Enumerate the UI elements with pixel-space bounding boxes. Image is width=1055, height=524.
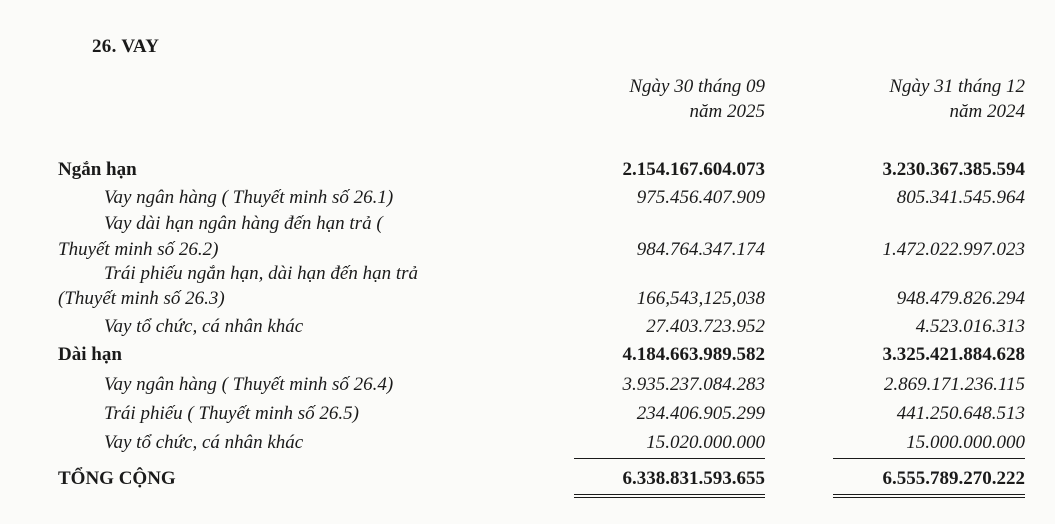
row-label: Vay tổ chức, cá nhân khác [104,316,304,337]
value-2025: 4.184.663.989.582 [622,344,765,365]
table-row-other-short [0,315,1055,339]
row-label: Thuyết minh số 26.2) [58,239,219,260]
table-row-current-portion [0,238,1055,262]
row-label: Trái phiếu ( Thuyết minh số 26.5) [104,403,359,424]
table-row-bonds-due [0,287,1055,311]
table-row-bonds-due-label-line1 [0,262,1055,286]
value-2024: 948.479.826.294 [896,288,1025,309]
total-double-rule-2025 [574,494,765,498]
row-label: Vay dài hạn ngân hàng đến hạn trả ( [104,213,383,234]
row-label: (Thuyết minh số 26.3) [58,288,225,309]
table-row-long-term [0,343,1055,367]
value-2025: 234.406.905.299 [636,403,765,424]
value-2025: 2.154.167.604.073 [622,159,765,180]
section-title: 26. VAY [92,36,160,57]
table-row-current-portion-label-line1 [0,212,1055,236]
subtotal-rule-2024 [833,458,1025,459]
table-row-bonds-long [0,402,1055,426]
value-2024: 3.325.421.884.628 [882,344,1025,365]
value-2025: 6.338.831.593.655 [622,468,765,489]
column-header-line2: năm 2025 [689,101,765,122]
value-2025: 27.403.723.952 [646,316,765,337]
table-row-total [0,467,1055,491]
row-label: Trái phiếu ngắn hạn, dài hạn đến hạn trả [104,263,419,284]
value-2025: 166,543,125,038 [636,288,765,309]
table-row-other-long [0,431,1055,455]
row-label: Vay ngân hàng ( Thuyết minh số 26.4) [104,374,394,395]
value-2025: 975.456.407.909 [636,187,765,208]
row-label: Ngắn hạn [58,159,137,180]
value-2024: 805.341.545.964 [896,187,1025,208]
column-header-dec-2024 [805,74,1025,124]
value-2025: 984.764.347.174 [636,239,765,260]
table-row-bank-loans-long [0,373,1055,397]
value-2024: 2.869.171.236.115 [883,374,1025,395]
column-header-line2: năm 2024 [949,101,1025,122]
value-2024: 15.000.000.000 [906,432,1025,453]
row-label: Vay ngân hàng ( Thuyết minh số 26.1) [104,187,394,208]
table-row-short-term [0,158,1055,182]
column-header-line1: Ngày 31 tháng 12 [889,76,1025,97]
subtotal-rule-2025 [574,458,765,459]
value-2024: 3.230.367.385.594 [882,159,1025,180]
value-2025: 15.020.000.000 [646,432,765,453]
row-label: TỔNG CỘNG [58,468,176,489]
total-double-rule-2024 [833,494,1025,498]
value-2024: 441.250.648.513 [896,403,1025,424]
row-label: Dài hạn [58,344,122,365]
column-header-line1: Ngày 30 tháng 09 [629,76,765,97]
value-2025: 3.935.237.084.283 [622,374,765,395]
table-row-bank-loans-short [0,186,1055,210]
value-2024: 1.472.022.997.023 [882,239,1025,260]
column-header-sep-2025 [545,74,765,124]
value-2024: 6.555.789.270.222 [882,468,1025,489]
value-2024: 4.523.016.313 [915,316,1025,337]
row-label: Vay tổ chức, cá nhân khác [104,432,304,453]
